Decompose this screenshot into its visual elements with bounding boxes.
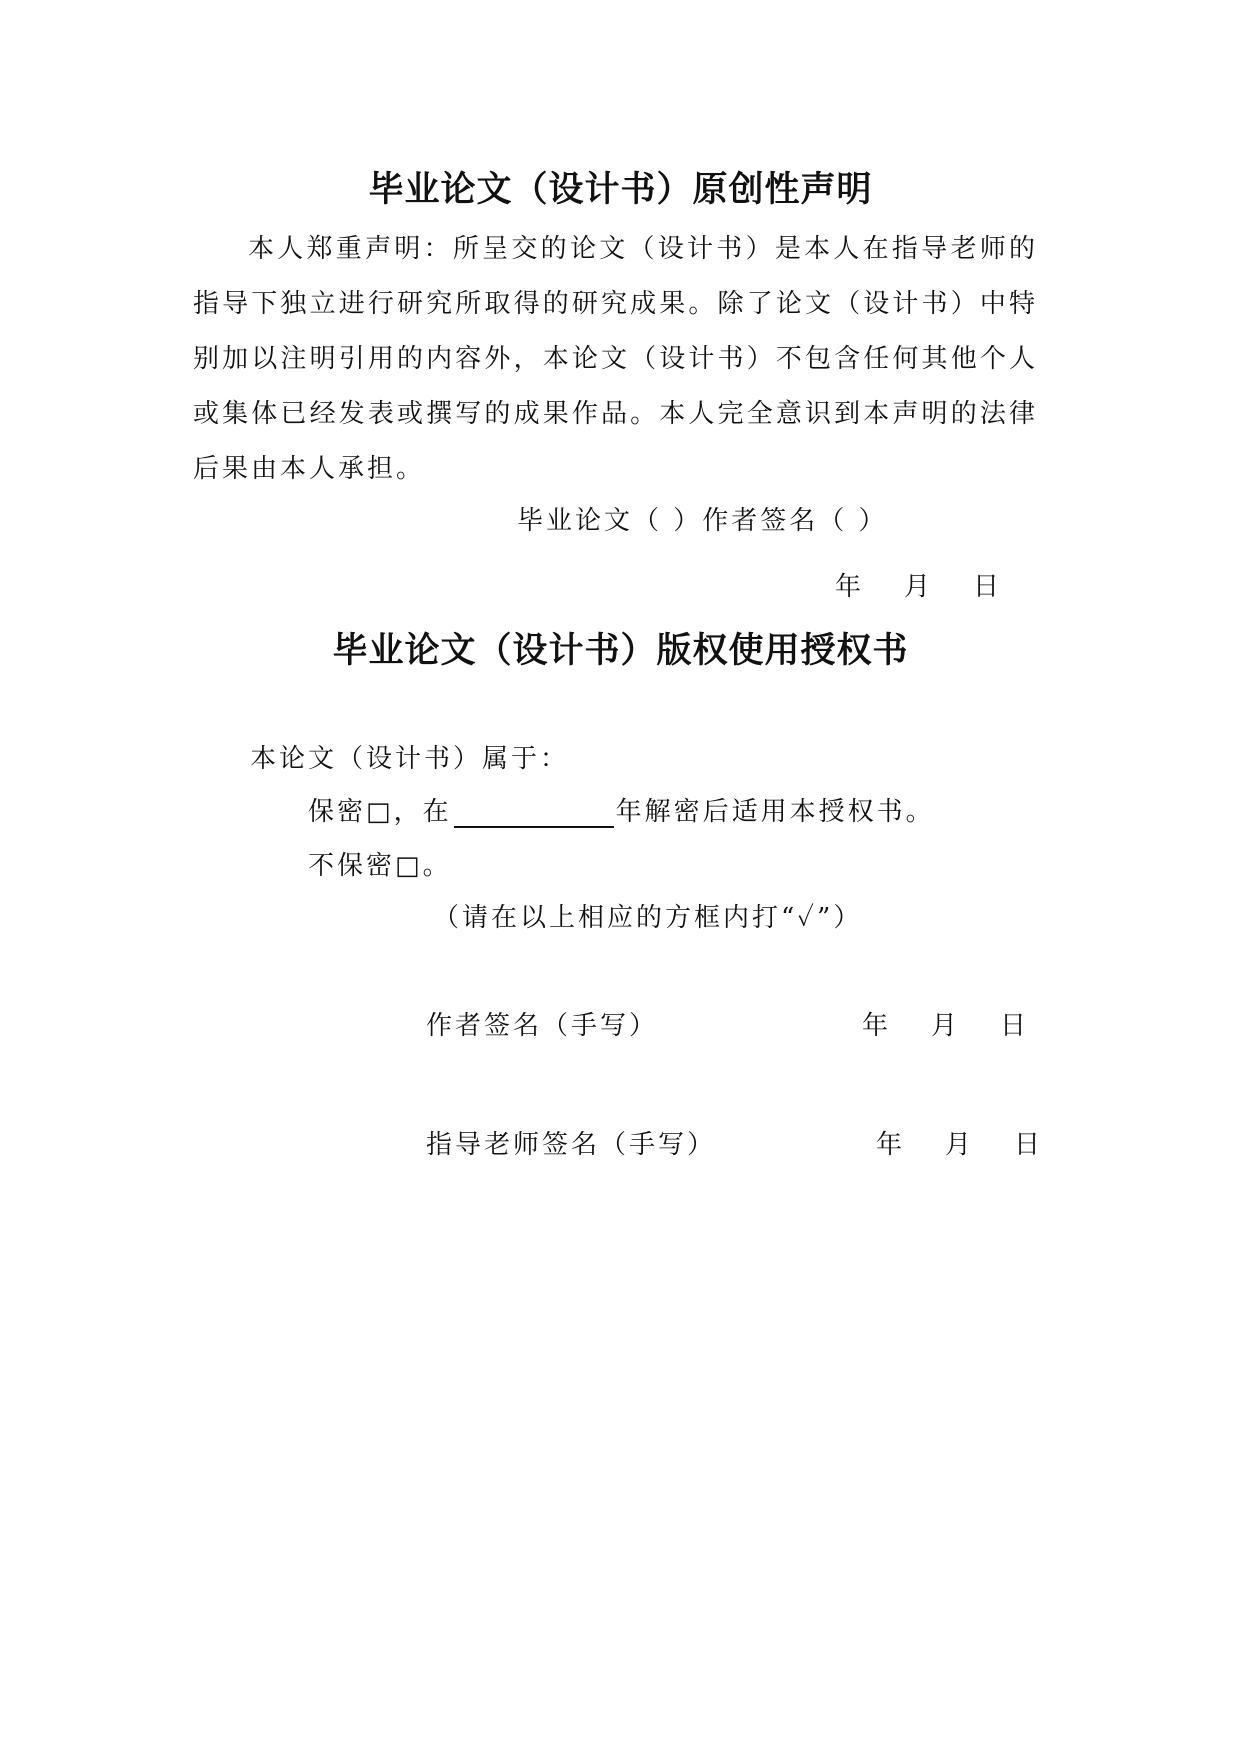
declaration-date [835, 566, 1002, 603]
date-year: 年 [876, 1130, 906, 1160]
secret-prefix: 保密□，在 [308, 797, 452, 827]
date-month: 月 [945, 1130, 975, 1160]
advisor-sign-date [876, 1124, 1043, 1161]
author-handwritten-signature-label: 作者签名（手写） [426, 1011, 659, 1041]
date-day: 日 [973, 572, 1003, 602]
advisor-handwritten-signature-label: 指导老师签名（手写） [426, 1130, 717, 1160]
secret-suffix: 年解密后适用本授权书。 [615, 797, 935, 827]
authorization-title: 毕业论文（设计书）版权使用授权书 [332, 631, 909, 671]
decrypt-year-blank[interactable] [454, 798, 614, 828]
date-day: 日 [1014, 1130, 1044, 1160]
belongs-to-label: 本论文（设计书）属于： [250, 744, 570, 774]
date-month: 月 [931, 1011, 961, 1041]
secret-option [308, 791, 935, 828]
declaration-paragraph: 本人郑重声明：所呈交的论文（设计书）是本人在指导老师的指导下独立进行研究所取得的研究成果。除了论文（设计书）中特别加以注明引用的内容外，本论文（设计书）不包含任何其他个人或集体已经发表或撰写的成果作品。本人完全意识到本声明的法律后果由本人承担。 [193, 234, 1038, 484]
date-month: 月 [904, 572, 934, 602]
checkbox-hint: （请在以上相应的方框内打“✓”） [433, 903, 863, 933]
author-signature-line: 毕业论文（ ）作者签名（ ） [517, 506, 888, 536]
not-secret-option: 不保密□。 [308, 851, 452, 881]
date-year: 年 [862, 1011, 892, 1041]
declaration-title: 毕业论文（设计书）原创性声明 [368, 170, 873, 210]
date-day: 日 [1000, 1011, 1030, 1041]
date-year: 年 [835, 572, 865, 602]
author-sign-date [862, 1005, 1029, 1042]
